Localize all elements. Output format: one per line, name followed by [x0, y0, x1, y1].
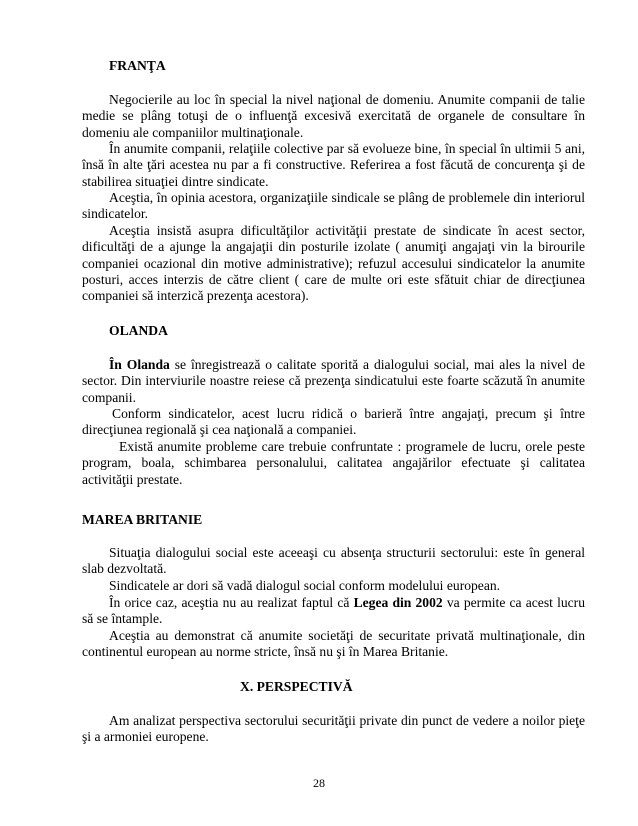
- mb-paragraph-3-pre: În orice caz, aceştia nu au realizat faptul că: [109, 595, 354, 610]
- section-heading-marea-britanie: MAREA BRITANIE: [82, 512, 203, 527]
- section-heading-franta: FRANŢA: [109, 58, 166, 73]
- page-number: 28: [313, 776, 325, 790]
- mb-paragraph-1: Situaţia dialogului social este aceeaşi cu absenţa structurii sectorului: este în general slab dezvoltată.: [82, 545, 585, 577]
- perspectiva-paragraph-1: Am analizat perspectiva sectorului securităţii private din punct de vedere a noilor pieţe şi a armoniei europene.: [82, 713, 585, 745]
- section-heading-perspectiva: X. PERSPECTIVĂ: [240, 679, 353, 694]
- franta-paragraph-4: Aceştia insistă asupra dificultăţilor activităţii prestate de sindicate în acest sector, dificultăţi de a ajunge la angajaţii din posturile izolate ( anumiţi angajaţi vin la birourile companiei ocazional din motive administrative); refuzul accesului sindicatelor la anumite posturi, acces interzis de către client ( care de multe ori este sfătuit chiar de direcţiunea companiei să interzică prezenţa acestora).: [82, 223, 585, 304]
- mb-paragraph-4: Aceştia au demonstrat că anumite societăţi de securitate privată multinaţionale, din continentul european au norme stricte, însă nu şi în Marea Britanie.: [82, 628, 585, 660]
- mb-paragraph-3: [82, 595, 585, 628]
- olanda-paragraph-3: Există anumite probleme care trebuie confruntate : programele de lucru, orele peste program, boala, schimbarea personalului, calitatea angajărilor efectuate şi calitatea activităţii prestate.: [82, 439, 585, 487]
- franta-paragraph-3: Aceştia, în opinia acestora, organizaţiile sindicale se plâng de problemele din interiorul sindicatelor.: [82, 190, 585, 222]
- franta-paragraph-2: În anumite companii, relaţiile colective par să evolueze bine, în special în ultimii 5 ani, însă în alte ţări acestea nu par a fi constructive. Referirea a fost făcută de concurenţa şi de stabilirea situaţiei dintre sindicate.: [82, 141, 585, 189]
- section-heading-olanda: OLANDA: [109, 323, 168, 338]
- mb-paragraph-3-post: va permite ca acest lucru să se întample.: [82, 595, 585, 627]
- mb-bold-phrase: Legea din 2002: [353, 595, 443, 610]
- olanda-paragraph-2: Conform sindicatelor, acest lucru ridică o barieră între angajaţi, precum şi între direcţiunea regională şi cea naţională a companiei.: [82, 406, 585, 438]
- olanda-paragraph-1: [82, 357, 585, 406]
- olanda-bold-phrase: În Olanda: [109, 357, 170, 372]
- franta-paragraph-1: Negocierile au loc în special la nivel naţional de domeniu. Anumite companii de talie medie se plâng totuşi de o influenţă excesivă exercitată de organele de consultare în domeniu ale companiilor multinaţionale.: [82, 92, 585, 140]
- olanda-paragraph-1-text: se înregistrează o calitate sporită a dialogului social, mai ales la nivel de sector. Din interviurile noastre reiese că prezenţa sindicatului este foarte scăzută în anumite companii.: [82, 357, 585, 405]
- mb-paragraph-2: Sindicatele ar dori să vadă dialogul social conform modelului european.: [109, 578, 501, 593]
